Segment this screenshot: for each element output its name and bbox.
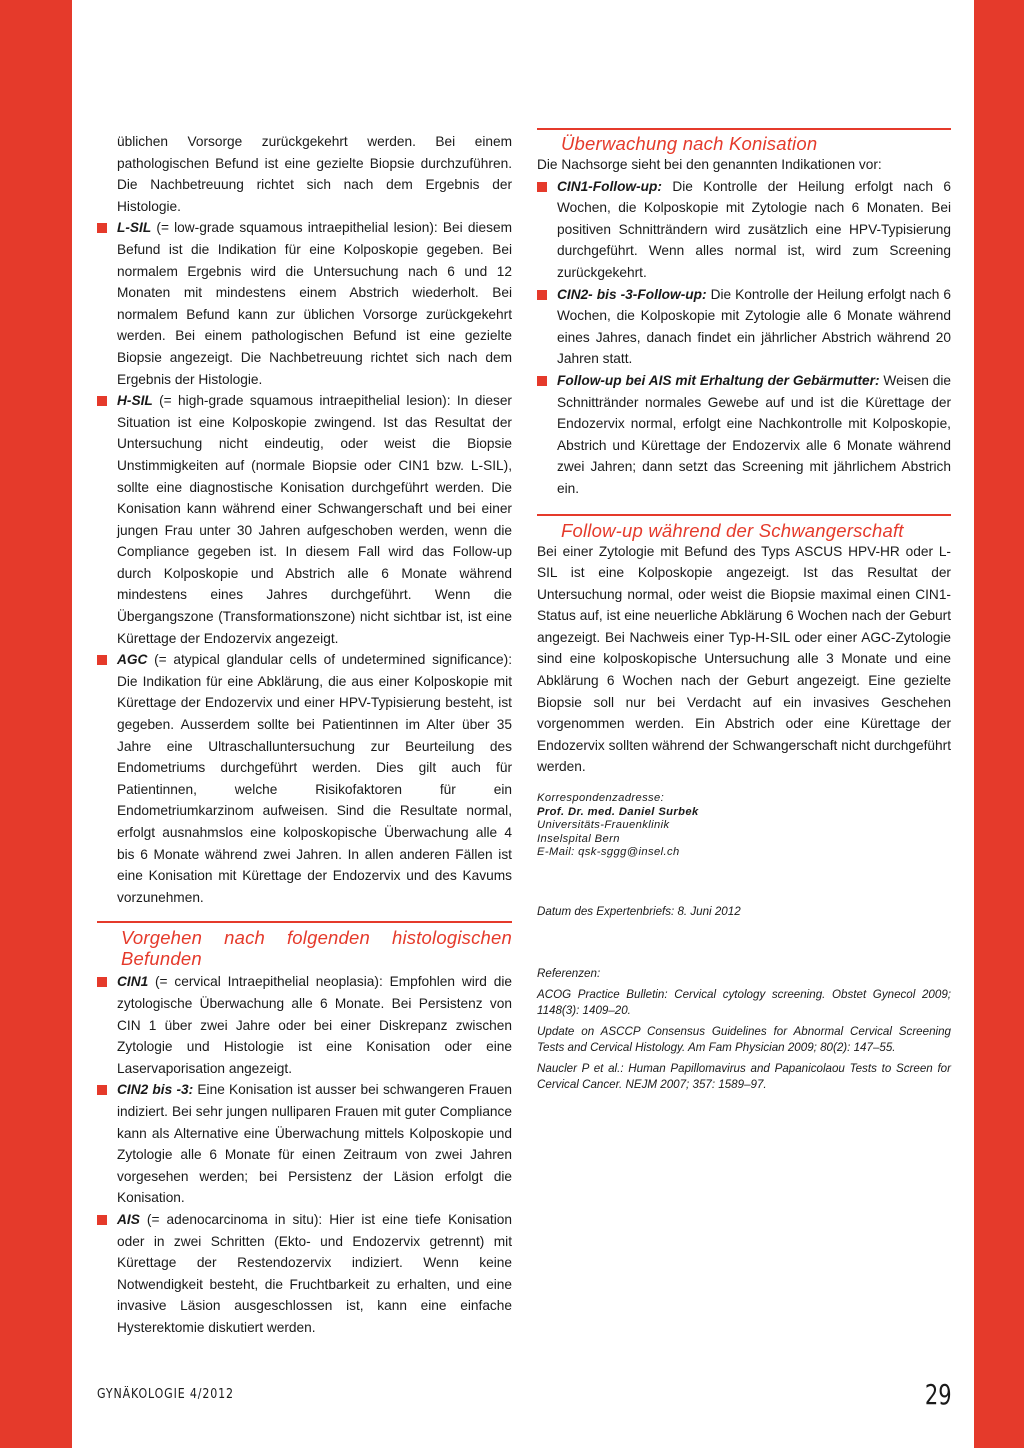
section-divider (537, 514, 951, 516)
list-term: CIN1 (117, 974, 149, 990)
journal-footer: GYNÄKOLOGIE 4/2012 (97, 1387, 234, 1402)
list-term: AIS (117, 1211, 140, 1227)
right-accent-bar (974, 0, 1024, 1448)
section-intro: Die Nachsorge sieht bei den genannten Indikationen vor: (537, 157, 882, 172)
bullet-square-icon (537, 182, 547, 192)
list-term: Follow-up bei AIS mit Erhaltung der Gebärmutter: (557, 372, 880, 388)
list-term: AGC (117, 652, 148, 668)
list-term: H-SIL (117, 393, 153, 409)
list-item-hsil (97, 390, 512, 649)
list-text: (= adenocarcinoma in situ): Hier ist eine tiefe Konisation oder in zwei Schritten (Ekto- und Endozervix getrennt) mit Kürettage der Restendozervix indiziert. Wenn keine Notwendigkeit besteht, die Fruchtbarkeit zu erhalten, und eine invasive Läsion ausgeschlossen ist, kann eine einfache Hysterektomie diskutiert werden. (117, 1211, 512, 1335)
list-term: CIN2 bis -3: (117, 1082, 194, 1098)
correspondence-institution: Universitäts-Frauenklinik (537, 819, 670, 832)
list-item-ais (97, 1209, 512, 1339)
bullet-square-icon (97, 1085, 107, 1095)
bullet-square-icon (97, 655, 107, 665)
page-number: 29 (925, 1378, 952, 1411)
left-column (97, 131, 512, 1338)
reference-item: Update on ASCCP Consensus Guidelines for Abnormal Cervical Screening Tests and Cervical Histology. Am Fam Physician 2009; 80(2): 147–55. (537, 1025, 951, 1054)
references-label: Referenzen: (537, 966, 601, 980)
section-divider (97, 921, 512, 923)
bullet-square-icon (537, 290, 547, 300)
bullet-square-icon (97, 396, 107, 406)
list-item-cin1 (97, 971, 512, 1079)
list-item-agc (97, 649, 512, 908)
reference-item: Naucler P et al.: Human Papillomavirus and Papanicolaou Tests to Screen for Cervical Cancer. NEJM 2007; 357: 1589–97. (537, 1062, 951, 1091)
bullet-square-icon (97, 1215, 107, 1225)
correspondence-name: Prof. Dr. med. Daniel Surbek (537, 805, 699, 818)
section-divider (537, 128, 951, 130)
list-text: (= low-grade squamous intraepithelial lesion): Bei diesem Befund ist die Indikation für eine Kolposkopie gegeben. Bei normalem Ergebnis wird die Untersuchung nach 6 und 12 Monaten mit mindestens einem Abstrich wiederholt. Bei normalem Befund kann zur üblichen Vorsorge zurückgekehrt werden. Bei einem pathologischen Befund ist eine gezielte Biopsie angezeigt. Die Nachbetreuung richtet sich nach dem Ergebnis der Histologie. (117, 220, 512, 387)
list-item-cin2-3 (97, 1079, 512, 1209)
expert-letter-date: Datum des Expertenbriefs: 8. Juni 2012 (537, 905, 741, 918)
correspondence-label: Korrespondenzadresse: (537, 792, 665, 805)
list-term: L-SIL (117, 220, 152, 236)
list-text: Die Kontrolle der Heilung erfolgt nach 6 Wochen, die Kolposkopie mit Zytologie alle 6 Monate während eines Jahres, danach findet ein jährlicher Abstrich während 20 Jahren statt. (557, 286, 951, 367)
list-text: (= atypical glandular cells of undetermined significance): Die Indikation für eine Abklärung, die aus einer Kolposkopie mit Kürettage der Endozervix und einer HPV-Typisierung besteht, ist gegeben. Ausserdem sollte bei Patientinnen im Alter über 35 Jahre eine Ultraschalluntersuchung zur Beurteilung des Endometriums durchgeführt werden. Dies gilt auch für Patientinnen, welche Risikofaktoren für ein Endometriumkarzinom aufweisen. Sind die Resultate normal, erfolgt ausnahmslos eine kolposkopische Überwachung alle 4 bis 6 Monate während zwei Jahren. In allen anderen Fällen ist eine Konisation mit Kürettage der Endozervix und des Kavums vorzunehmen. (117, 652, 512, 905)
intro-paragraph: üblichen Vorsorge zurückgekehrt werden. Bei einem pathologischen Befund ist eine gezielte Biopsie durchzuführen. Die Nachbetreuung richtet sich nach dem Ergebnis der Histologie. (117, 134, 512, 214)
correspondence-hospital: Inselspital Bern (537, 832, 620, 845)
list-text: Eine Konisation ist ausser bei schwangeren Frauen indiziert. Bei sehr jungen nulliparen Frauen mit guter Compliance kann als Alternative eine Überwachung mittels Kolposkopie und Zytologie alle 6 Monate für einen Zeitraum von zwei Jahren vorgesehen werden; bei Persistenz der Läsion erfolgt die Konisation. (117, 1082, 512, 1206)
right-column (537, 128, 951, 1092)
left-accent-bar (0, 0, 72, 1448)
list-item-ais-followup (537, 370, 951, 500)
list-text: Die Kontrolle der Heilung erfolgt nach 6 Wochen, die Kolposkopie mit Zytologie nach 6 Monaten. Bei positiven Schnitträndern wird zusätzlich eine HPV-Typisierung durchgeführt. Wenn alles normal ist, wird zum Screening zurückgekehrt. (557, 178, 951, 280)
pregnancy-paragraph: Bei einer Zytologie mit Befund des Typs ASCUS HPV-HR oder L-SIL ist eine Kolposkopie angezeigt. Ist das Resultat der Untersuchung normal, oder weist die Biopsie maximal einen CIN1-Status auf, ist eine neuerliche Abklärung 6 Wochen nach der Geburt angezeigt. Bei Nachweis einer Typ-H-SIL oder einer AGC-Zytologie sind eine kolposkopische Untersuchung alle 3 Monate und eine Abklärung 6 Wochen nach der Geburt angezeigt. Eine gezielte Biopsie soll nur bei Verdacht auf ein invasives Geschehen vorgenommen werden. Ein Abstrich oder eine Kürettage der Endozervix sollten während der Schwangerschaft nicht durchgeführt werden. (537, 543, 951, 775)
list-text: Weisen die Schnittränder normales Gewebe auf und ist die Kürettage der Endozervix normal, erfolgt eine Nachkontrolle mit Kolposkopie, Abstrich und Kürettage der Endozervix alle 6 Monate während zwei Jahren; dann setzt das Screening mit jährlichem Abstrich ein. (557, 372, 951, 496)
bullet-square-icon (97, 223, 107, 233)
list-text: (= cervical Intraepithelial neoplasia): Empfohlen wird die zytologische Überwachung alle 6 Monate. Bei Persistenz von CIN 1 über zwei Jahre oder bei einer Diskrepanz zwischen Zytologie und Histologie ist eine Konisation oder eine Laservaporisation angezeigt. (117, 974, 512, 1076)
bullet-square-icon (537, 376, 547, 386)
bullet-square-icon (97, 977, 107, 987)
section-heading-histology: Vorgehen nach folgenden histologischen Befunden (121, 927, 512, 970)
reference-item: ACOG Practice Bulletin: Cervical cytology screening. Obstet Gynecol 2009; 1148(3): 1409–20. (537, 988, 951, 1017)
section-heading-konisation: Überwachung nach Konisation (561, 133, 818, 154)
correspondence-block (537, 792, 951, 860)
list-term: CIN1-Follow-up: (557, 178, 662, 194)
section-heading-pregnancy: Follow-up während der Schwangerschaft (561, 519, 904, 541)
list-item-cin1-followup (537, 176, 951, 284)
list-item-cin2-followup (537, 284, 951, 370)
list-term: CIN2- bis -3-Follow-up: (557, 286, 707, 302)
list-text: (= high-grade squamous intraepithelial lesion): In dieser Situation ist eine Kolposkopie zwingend. Ist das Resultat der Untersuchung nicht eindeutig, oder weist die Biopsie Unstimmigkeiten auf (normale Biopsie oder CIN1 bzw. L-SIL), sollte eine diagnostische Konisation durchgeführt werden. Die Konisation kann während einer Schwangerschaft und bei einer jungen Frau unter 30 Jahren aufgeschoben werden, wenn die Compliance gegeben ist. In diesem Fall wird das Follow-up durch Kolposkopie und Abstrich alle 6 Monate während mindestens eines Jahres durchgeführt. Wenn die Übergangszone (Transformationszone) nicht sichtbar ist, ist eine Kürettage der Endozervix angezeigt. (117, 393, 512, 646)
list-item-lsil (97, 217, 512, 390)
correspondence-email: E-Mail: qsk-sggg@insel.ch (537, 846, 680, 859)
